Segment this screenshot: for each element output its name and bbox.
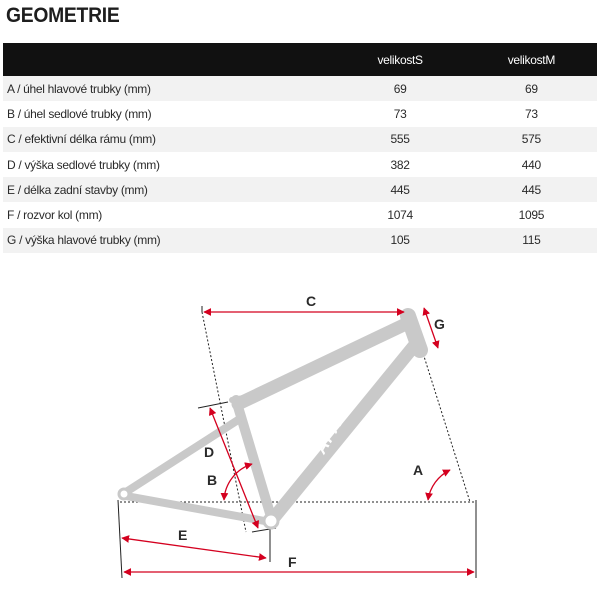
row-value-s: 445 — [390, 182, 410, 197]
label-f: F — [288, 554, 297, 570]
chain-stay — [126, 496, 270, 522]
head-tube — [408, 316, 420, 350]
row-value-s: 555 — [390, 132, 410, 147]
row-label: C / efektivní délka rámu (mm) — [7, 132, 156, 147]
row-value-m: 1095 — [518, 208, 545, 223]
page-title: GEOMETRIE — [6, 4, 120, 27]
row-label: A / úhel hlavové trubky (mm) — [7, 81, 151, 96]
seat-stay — [126, 420, 238, 492]
bottom-bracket — [264, 514, 278, 528]
row-label: D / výška sedlové trubky (mm) — [7, 157, 160, 172]
label-d: D — [204, 444, 215, 460]
row-value-m: 445 — [521, 182, 541, 197]
label-e: E — [178, 527, 188, 543]
rear-axle-vertical — [118, 500, 122, 578]
label-b: B — [207, 472, 218, 488]
row-value-m: 73 — [524, 106, 538, 121]
label-g: G — [434, 316, 445, 332]
row-value-s: 382 — [390, 157, 410, 172]
row-label: G / výška hlavové trubky (mm) — [7, 233, 161, 248]
row-label: E / délka zadní stavby (mm) — [7, 182, 148, 197]
row-value-s: 105 — [390, 233, 410, 248]
row-value-s: 69 — [393, 81, 407, 96]
angle-a-arc — [428, 470, 450, 500]
row-label: F / rozvor kol (mm) — [7, 208, 102, 223]
rear-dropout — [119, 489, 129, 499]
bike-frame — [119, 316, 420, 528]
d-tick-top — [198, 402, 228, 408]
header-size-s: velikostS — [377, 52, 423, 67]
row-value-m: 440 — [521, 157, 541, 172]
label-c: C — [306, 293, 317, 309]
angle-b-arc — [224, 464, 252, 500]
label-a: A — [413, 462, 424, 478]
row-value-s: 73 — [393, 106, 407, 121]
header-size-m: velikostM — [507, 52, 556, 67]
row-value-m: 69 — [524, 81, 538, 96]
row-value-s: 1074 — [387, 208, 413, 223]
row-label: B / úhel sedlové trubky (mm) — [7, 106, 152, 121]
row-value-m: 575 — [521, 132, 541, 147]
seat-post-clamp — [232, 398, 244, 400]
brand-logo-text: APACHE — [311, 381, 366, 457]
dimension-e-line — [122, 538, 266, 558]
row-value-m: 115 — [522, 233, 541, 248]
